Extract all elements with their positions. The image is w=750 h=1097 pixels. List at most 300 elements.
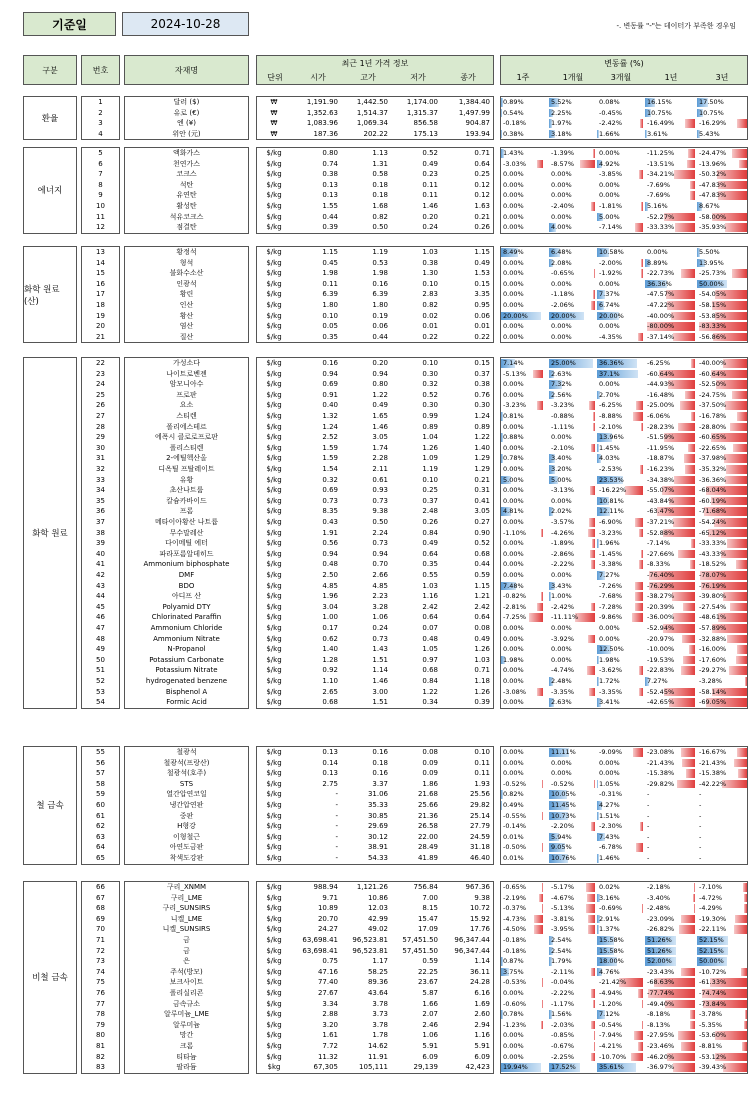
change-bar: [588, 915, 595, 924]
unit: $/kg: [266, 258, 282, 267]
change-value: 0.00%: [551, 170, 572, 179]
change-cell: [645, 507, 695, 516]
low-price: 0.25: [422, 486, 438, 495]
change-cell: [697, 223, 747, 232]
high-price: 2.23: [372, 592, 388, 601]
change-value: 10.58%: [599, 248, 624, 256]
change-value: -1.18%: [551, 290, 574, 299]
unit: $/kg: [266, 790, 282, 799]
change-value: 0.00%: [503, 486, 524, 495]
change-value: -28.80%: [699, 422, 727, 431]
close-price: 2.42: [474, 602, 490, 611]
change-value: 0.00%: [503, 666, 524, 675]
change-cell: [697, 843, 747, 852]
unit: $/kg: [266, 322, 282, 331]
change-cell: [697, 1031, 747, 1040]
low-price: 0.64: [422, 549, 438, 558]
change-cell: [697, 181, 747, 190]
change-value: -1.23%: [503, 1020, 526, 1029]
unit: $/kg: [266, 496, 282, 505]
change-value: -51.59%: [647, 433, 675, 442]
change-value: 0.00%: [551, 433, 572, 442]
high-price: 11.91: [367, 1052, 388, 1061]
low-price: 1.46: [422, 202, 438, 210]
high-price: 1.14: [372, 666, 388, 675]
change-cell: [549, 1010, 595, 1019]
open-price: 0.35: [322, 332, 338, 341]
change-cell: [501, 645, 543, 654]
change-value: -37.14%: [647, 332, 675, 341]
change-value: -5.17%: [551, 883, 574, 891]
change-cell: [549, 301, 595, 310]
row-no: 21: [96, 332, 105, 341]
low-price: 0.59: [422, 957, 438, 966]
change-value: -: [647, 854, 650, 862]
unit: $/kg: [266, 311, 282, 320]
change-cell: [597, 978, 643, 987]
change-value: -1.11%: [551, 422, 574, 431]
change-value: 2.70%: [599, 390, 620, 399]
change-value: -8.33%: [647, 560, 670, 569]
change-cell: [549, 539, 595, 548]
high-price: 0.16: [372, 769, 388, 778]
high-price: 96,523.81: [352, 936, 388, 944]
low-price: 15.47: [417, 914, 438, 923]
change-cell: [501, 465, 543, 474]
change-value: -1.10%: [503, 528, 526, 537]
change-value: 13.95%: [699, 258, 724, 267]
change-value: 1.97%: [551, 119, 572, 128]
change-bar: [675, 223, 695, 232]
change-cell: [549, 380, 595, 389]
change-cell: [501, 571, 543, 580]
change-cell: [645, 109, 695, 118]
base-date-label: 기준일: [23, 12, 116, 36]
open-price: 0.10: [322, 311, 338, 320]
open-price: 67,305: [313, 1063, 338, 1072]
low-price: 5.87: [422, 989, 438, 997]
change-bar: [737, 748, 747, 757]
change-cell: [697, 947, 747, 956]
change-cell: [597, 1053, 643, 1062]
change-value: -3.92%: [551, 634, 574, 643]
change-cell: [549, 603, 595, 612]
change-cell: [645, 312, 695, 321]
material-name: Ammonium biphosphate: [143, 560, 230, 569]
open-price: 6.39: [322, 290, 338, 299]
low-price: 1.05: [422, 645, 438, 654]
change-cell: [597, 223, 643, 232]
change-cell: [597, 635, 643, 644]
change-cell: [645, 748, 695, 757]
change-value: 0.00%: [503, 322, 524, 331]
close-price: 1.69: [474, 999, 490, 1008]
change-value: -10.00%: [647, 645, 675, 654]
change-value: -7.10%: [699, 883, 722, 891]
change-value: 0.00%: [503, 1031, 524, 1040]
close-price: 0.01: [474, 322, 490, 331]
change-cell: [645, 322, 695, 331]
close-price: 1.15: [474, 248, 490, 256]
material-name: Chlorinated Paraffin: [151, 613, 222, 622]
change-cell: [597, 582, 643, 591]
change-cell: [501, 698, 543, 707]
change-cell: [597, 529, 643, 538]
material-name: 열간압연코일: [166, 790, 207, 799]
change-value: -23.09%: [647, 914, 675, 923]
change-cell: [501, 130, 543, 139]
material-name: 은: [183, 957, 190, 966]
change-value: -2.42%: [599, 119, 622, 128]
change-value: 4.81%: [503, 507, 524, 516]
high-price: 2.11: [372, 465, 388, 473]
change-value: 3.41%: [599, 698, 620, 707]
change-cell: [501, 759, 543, 768]
change-cell: [645, 259, 695, 268]
change-bar: [588, 529, 595, 538]
open-price: 1.91: [322, 528, 338, 537]
high-price: 0.73: [372, 539, 388, 548]
material-name: 메타이아황산 나트륨: [154, 518, 219, 526]
change-value: -2.19%: [503, 893, 526, 902]
low-price: 0.10: [422, 475, 438, 484]
low-price: 1.66: [422, 999, 438, 1008]
change-cell: [645, 433, 695, 442]
close-price: 96,347.44: [454, 946, 490, 955]
change-value: -54.24%: [699, 518, 727, 526]
change-value: 0.00%: [599, 624, 620, 632]
change-cell: [645, 635, 695, 644]
open-price: 0.39: [322, 223, 338, 232]
change-value: -8.13%: [647, 1020, 670, 1029]
row-no: 74: [96, 967, 105, 976]
change-value: -7.14%: [599, 223, 622, 232]
unit: $/kg: [266, 655, 282, 664]
change-bar: [725, 476, 747, 485]
row-no: 16: [96, 279, 105, 288]
row-no: 55: [96, 748, 105, 756]
high-price: 1.68: [372, 202, 388, 210]
change-cell: [697, 582, 747, 591]
change-cell: [597, 769, 643, 778]
open-price: 3.04: [322, 602, 338, 611]
change-bar: [597, 780, 598, 789]
material-name: 나이트로벤젠: [166, 369, 207, 378]
change-value: 12.11%: [599, 507, 624, 516]
change-cell: [549, 550, 595, 559]
change-bar: [542, 812, 543, 821]
change-value: 23.53%: [599, 475, 624, 484]
open-price: 0.44: [322, 212, 338, 221]
close-price: 29.82: [469, 801, 490, 809]
open-price: 1.96: [322, 592, 338, 601]
change-cell: [549, 1031, 595, 1040]
change-cell: [697, 812, 747, 821]
change-header: [500, 55, 748, 85]
unit: $/kg: [266, 433, 282, 442]
change-cell: [501, 170, 543, 179]
low-price: 0.10: [422, 359, 438, 367]
row-no: 64: [96, 843, 105, 852]
change-value: 1.51%: [599, 811, 620, 820]
change-value: -3.62%: [599, 666, 622, 675]
change-cell: [549, 476, 595, 485]
high-price: 105,111: [359, 1063, 388, 1072]
change-value: -0.50%: [503, 843, 526, 852]
change-cell: [645, 280, 695, 289]
close-price: 3.35: [474, 290, 490, 299]
change-bar: [529, 613, 544, 622]
change-value: 2.48%: [551, 677, 572, 685]
change-value: 0.81%: [503, 412, 524, 420]
low-price: 22.25: [417, 967, 438, 976]
open-price: 1.59: [322, 443, 338, 452]
change-value: -0.69%: [599, 904, 622, 913]
low-price: 0.30: [422, 369, 438, 378]
low-price: 28.49: [417, 843, 438, 852]
change-value: -3.81%: [551, 914, 574, 923]
change-bar: [587, 666, 595, 675]
change-bar: [537, 688, 543, 697]
change-value: -47.83%: [699, 191, 727, 200]
change-value: -8.18%: [647, 1010, 670, 1019]
open-price: 0.17: [322, 624, 338, 632]
material-name: 달러 ($): [173, 98, 200, 106]
material-name: 팔라듐: [176, 1063, 197, 1072]
change-value: -25.73%: [699, 269, 727, 278]
high-price: 0.19: [372, 311, 388, 320]
change-cell: [501, 539, 543, 548]
unit: $/kg: [266, 390, 282, 399]
change-value: 10.73%: [551, 811, 576, 820]
high-price: 0.18: [372, 191, 388, 200]
change-cell: [501, 98, 543, 107]
change-value: -0.53%: [503, 978, 526, 987]
change-cell: [501, 677, 543, 686]
change-cell: [645, 978, 695, 987]
change-bar: [685, 465, 695, 474]
change-cell: [645, 476, 695, 485]
change-cell: [697, 529, 747, 538]
change-cell: [501, 202, 543, 211]
change-cell: [645, 98, 695, 107]
close-price: 0.15: [474, 359, 490, 367]
col-no-header: [81, 55, 120, 85]
change-cell: [697, 290, 747, 299]
unit: $/kg: [266, 904, 282, 913]
open-price: 4.85: [322, 581, 338, 590]
change-value: -32.88%: [699, 634, 727, 643]
change-bar: [681, 666, 695, 675]
change-value: 0.00%: [503, 624, 524, 632]
unit: $/kg: [266, 539, 282, 548]
change-cell: [501, 801, 543, 810]
change-cell: [697, 401, 747, 410]
material-name: 망간: [179, 1031, 194, 1040]
low-price: 0.09: [422, 769, 438, 778]
change-cell: [597, 624, 643, 633]
unit: $/kg: [266, 634, 282, 643]
open-price: 1.24: [322, 422, 338, 431]
change-bar: [542, 843, 543, 852]
change-value: 0.00%: [503, 390, 524, 399]
row-no: 37: [96, 518, 105, 526]
change-bar: [691, 539, 695, 548]
low-price: 0.52: [422, 149, 438, 157]
change-cell: [549, 280, 595, 289]
change-bar: [688, 444, 695, 453]
row-no: 46: [96, 613, 105, 622]
change-bar: [737, 412, 747, 421]
change-cell: [597, 301, 643, 310]
change-value: -6.06%: [647, 412, 670, 420]
row-no: 75: [96, 978, 105, 987]
change-cell: [549, 269, 595, 278]
change-cell: [501, 592, 543, 601]
change-cell: [597, 380, 643, 389]
change-value: 37.1%: [599, 369, 620, 378]
change-bar: [635, 592, 643, 601]
change-bar: [678, 1031, 695, 1040]
unit: $/kg: [266, 854, 282, 862]
unit: $/kg: [266, 925, 282, 934]
open-price: 0.13: [322, 748, 338, 756]
change-value: -16.23%: [647, 465, 675, 473]
change-cell: [549, 433, 595, 442]
change-cell: [597, 677, 643, 686]
high-price: 89.36: [367, 978, 388, 987]
material-name: 인산: [179, 301, 194, 309]
close-price: 1.29: [474, 465, 490, 473]
change-cell: [597, 1042, 643, 1051]
material-name: Potassium Carbonate: [149, 655, 224, 664]
change-value: -0.31%: [599, 790, 622, 799]
change-value: 0.00%: [551, 645, 572, 654]
change-value: 0.00%: [503, 677, 524, 685]
open-price: 0.94: [322, 549, 338, 558]
close-price: 904.87: [465, 119, 490, 128]
change-value: -2.10%: [551, 443, 574, 452]
close-price: 0.25: [474, 170, 490, 179]
change-value: -: [699, 843, 702, 852]
material-name: 염산: [179, 322, 194, 331]
open-price: -: [335, 801, 338, 809]
change-value: -11.95%: [647, 443, 675, 452]
change-value: -53.60%: [699, 1031, 727, 1040]
material-name: 초산나트륨: [169, 486, 204, 495]
change-cell: [645, 539, 695, 548]
material-name: 엔 (¥): [177, 119, 196, 128]
change-value: 17.50%: [699, 98, 724, 106]
material-name: 금: [183, 936, 190, 944]
change-value: -2.18%: [647, 883, 670, 891]
material-name: STS: [179, 779, 194, 788]
change-value: 0.01%: [503, 854, 524, 862]
change-bar: [593, 290, 595, 299]
open-price: 47.16: [317, 967, 338, 976]
change-value: 50.00%: [699, 957, 724, 966]
low-price: 23.67: [417, 978, 438, 987]
unit: ₩: [270, 129, 278, 138]
change-cell: [549, 213, 595, 222]
change-value: -58.00%: [699, 212, 727, 221]
material-name: 유황: [179, 475, 194, 484]
change-cell: [697, 613, 747, 622]
close-price: 1.24: [474, 412, 490, 420]
change-bar: [590, 486, 596, 495]
change-value: -16.49%: [647, 119, 675, 128]
material-name: 철광석(프랑산): [163, 758, 210, 767]
change-value: -13.51%: [647, 159, 675, 168]
close-price: 0.52: [474, 539, 490, 548]
change-value: 5.94%: [551, 832, 572, 841]
material-name: 칼슘카바이드: [166, 496, 207, 505]
change-cell: [597, 130, 643, 139]
change-value: -7.26%: [599, 581, 622, 590]
change-value: 3.43%: [551, 581, 572, 590]
change-bar: [641, 423, 643, 432]
row-no: 18: [96, 301, 105, 309]
change-value: -55.07%: [647, 486, 675, 495]
row-no: 63: [96, 832, 105, 841]
low-price: 2.42: [422, 602, 438, 611]
change-cell: [597, 645, 643, 654]
change-cell: [549, 582, 595, 591]
change-cell: [697, 322, 747, 331]
unit: $/kg: [266, 946, 282, 955]
change-cell: [697, 915, 747, 924]
change-cell: [645, 925, 695, 934]
close-price: 1.53: [474, 269, 490, 278]
change-bar: [586, 883, 595, 892]
change-cell: [597, 518, 643, 527]
change-value: -33.33%: [699, 539, 727, 548]
change-bar: [631, 1053, 643, 1062]
change-cell: [501, 109, 543, 118]
change-value: -58.15%: [699, 301, 727, 309]
change-bar: [638, 1042, 643, 1051]
change-value: -47.57%: [647, 290, 675, 299]
row-no: 62: [96, 822, 105, 831]
high-price: 1.19: [372, 248, 388, 256]
change-value: -35.93%: [699, 223, 727, 232]
change-cell: [697, 312, 747, 321]
change-cell: [697, 269, 747, 278]
change-cell: [549, 968, 595, 977]
change-cell: [597, 444, 643, 453]
change-value: -0.37%: [503, 904, 526, 913]
change-cell: [501, 812, 543, 821]
unit: $/kg: [266, 811, 282, 820]
change-bar: [683, 603, 695, 612]
change-bar: [727, 635, 747, 644]
change-bar: [690, 1010, 695, 1019]
change-value: -3.08%: [503, 687, 526, 696]
change-value: -17.60%: [699, 655, 727, 664]
low-price: 0.38: [422, 258, 438, 267]
col-group-label: 구분: [42, 65, 58, 75]
change-value: -16.22%: [599, 486, 627, 495]
change-value: -44.93%: [647, 380, 675, 389]
change-value: -77.74%: [647, 989, 675, 997]
row-no: 1: [98, 98, 103, 106]
high-price: 29.69: [367, 822, 388, 831]
change-value: -6.25%: [647, 359, 670, 367]
change-cell: [597, 280, 643, 289]
high-price: 38.91: [367, 843, 388, 852]
open-price: 77.40: [317, 978, 338, 987]
change-bar: [636, 401, 643, 410]
